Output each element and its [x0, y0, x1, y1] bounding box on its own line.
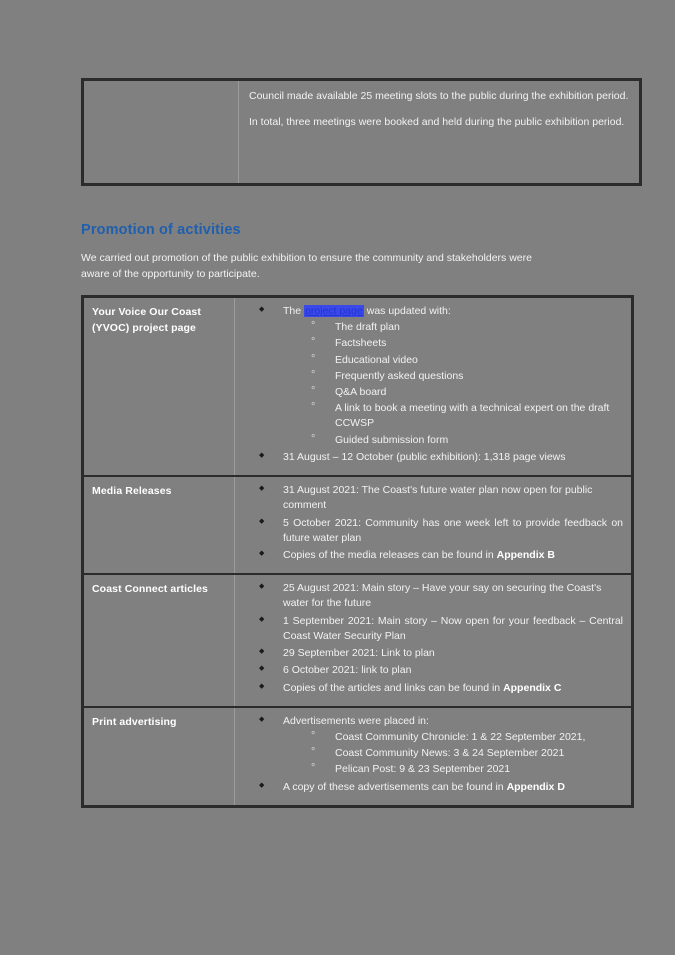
list-item-text: Copies of the media releases can be found in: [283, 548, 497, 561]
list-item: [257, 681, 623, 696]
list-item-text: 1 September 2021: Main story – Now open for your feedback – Central Coast Water Security Plan: [283, 614, 623, 642]
table-row: [83, 296, 633, 476]
sub-list-item: ° Coast Community Chronicle: 1 & 22 September 2021,: [307, 730, 623, 745]
bullet-list: [243, 581, 623, 696]
list-item: [257, 581, 623, 611]
list-item: [257, 516, 623, 546]
sub-list-item: ° Pelican Post: 9 & 23 September 2021: [307, 762, 623, 777]
sub-list-item: ° A link to book a meeting with a technical expert on the draft CCWSP: [307, 401, 623, 431]
project-page-link[interactable]: project page: [305, 304, 363, 317]
continuation-table: [81, 78, 642, 186]
bullet-list: [243, 483, 623, 563]
list-item: [257, 450, 623, 465]
sub-list-item: ° Factsheets: [307, 336, 623, 351]
row-content-cell: [235, 707, 633, 807]
bullet-list: [243, 304, 623, 465]
sub-list-item: ° Q&A board: [307, 385, 623, 400]
sub-list-item: ° Coast Community News: 3 & 24 September 2021: [307, 746, 623, 761]
section-heading: Promotion of activities: [81, 222, 241, 238]
row-label: Coast Connect articles: [92, 583, 208, 596]
row-label-cell: [83, 476, 235, 574]
sub-list-item: ° Educational video: [307, 353, 623, 368]
table-row: [83, 574, 633, 707]
list-item: [257, 714, 623, 778]
row-content-cell: [235, 296, 633, 476]
sub-list-item: ° The draft plan: [307, 320, 623, 335]
sub-list-item: ° Guided submission form: [307, 433, 623, 448]
list-item-text: 31 August – 12 October (public exhibition): 1,318 page views: [283, 450, 566, 463]
continuation-body-cell: [239, 80, 641, 185]
list-item: [257, 614, 623, 644]
list-item-text: Advertisements were placed in:: [283, 714, 429, 727]
list-item-text: The: [283, 304, 305, 317]
list-item: [257, 663, 623, 678]
list-item: [257, 646, 623, 661]
sub-list-item: ° Frequently asked questions: [307, 369, 623, 384]
row-label-cell: [83, 707, 235, 807]
table-row: [83, 707, 633, 807]
row-label: Media Releases: [92, 485, 172, 498]
row-label-cell: [83, 574, 235, 707]
list-item: [257, 780, 623, 795]
bullet-list: [243, 714, 623, 795]
list-item-text: A copy of these advertisements can be found in: [283, 780, 507, 793]
appendix-reference: Appendix D: [506, 780, 565, 793]
row-content-cell: [235, 476, 633, 574]
sub-bullet-list: [283, 320, 623, 448]
list-item: [257, 548, 623, 563]
section-intro: We carried out promotion of the public exhibition to ensure the community and stakeholders were aware of the opportunity to participate.: [81, 252, 532, 280]
promotion-activities-table: [81, 295, 634, 808]
row-label: Print advertising: [92, 715, 177, 728]
table-row: [83, 476, 633, 574]
list-item-text: was updated with:: [363, 304, 451, 317]
list-item-text: Copies of the articles and links can be found in: [283, 681, 504, 694]
list-item: [257, 304, 623, 448]
continuation-paragraph: Council made available 25 meeting slots to the public during the exhibition period.: [249, 90, 629, 102]
continuation-label-cell: [83, 80, 239, 185]
list-item-text: 5 October 2021: Community has one week left to provide feedback on future water plan: [283, 516, 623, 544]
appendix-reference: Appendix B: [496, 548, 555, 561]
list-item-text: 6 October 2021: link to plan: [283, 664, 412, 677]
row-label: Your Voice Our Coast (YVOC) project page: [92, 305, 201, 335]
continuation-paragraph: In total, three meetings were booked and held during the public exhibition period.: [249, 116, 625, 129]
list-item-text: 29 September 2021: Link to plan: [283, 647, 435, 660]
table-row: [83, 80, 641, 185]
list-item-text: 31 August 2021: The Coast's future water plan now open for public comment: [283, 484, 593, 512]
row-content-cell: [235, 574, 633, 707]
list-item-text: 25 August 2021: Main story – Have your say on securing the Coast's water for the future: [283, 582, 602, 610]
row-label-cell: [83, 296, 235, 476]
appendix-reference: Appendix C: [503, 681, 562, 694]
list-item: [257, 483, 623, 513]
sub-bullet-list: [283, 730, 623, 778]
